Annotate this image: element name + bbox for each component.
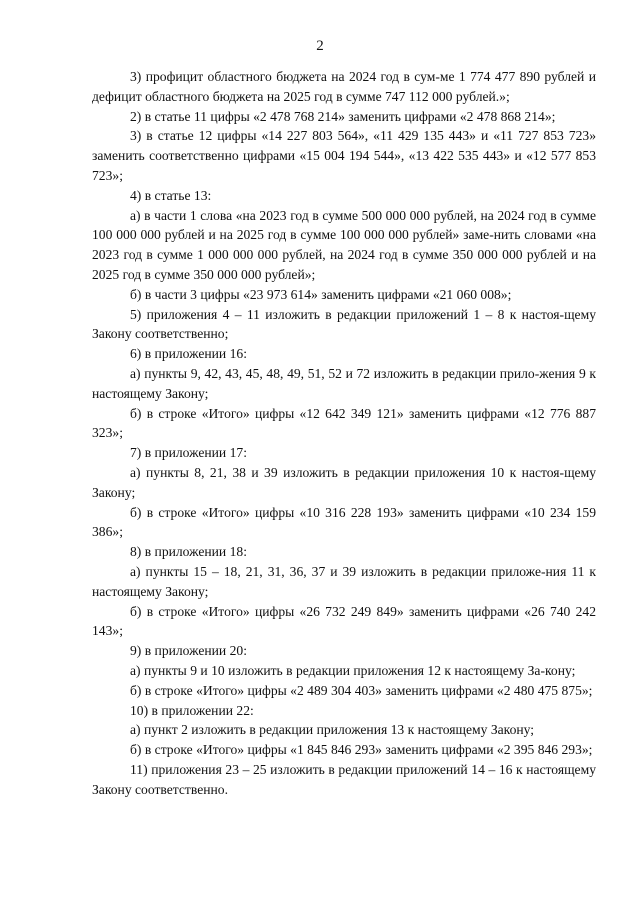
paragraph: 3) профицит областного бюджета на 2024 год в сум-ме 1 774 477 890 рублей и дефицит областного бюджета на 2025 год в сумме 747 112 000 рублей.»; — [92, 69, 596, 104]
paragraph: а) пункты 9, 42, 43, 45, 48, 49, 51, 52 и 72 изложить в редакции прило-жения 9 к настоящему Закону; — [92, 365, 596, 401]
paragraph: а) пункты 9 и 10 изложить в редакции приложения 12 к настоящему За-кону; — [130, 662, 576, 678]
paragraph: 2) в статье 11 цифры «2 478 768 214» заменить цифрами «2 478 868 214»; — [130, 108, 556, 124]
paragraph: а) пункт 2 изложить в редакции приложения 13 к настоящему Закону; — [130, 722, 535, 738]
paragraph: а) в части 1 слова «на 2023 год в сумме 500 000 000 рублей, на 2024 год в сумме 100 000 000 рублей и на 2025 год в сумме 100 000 000 рублей» заме-нить словами «на 2023 год в сумме 1 000 000 000 рублей, на 2024 год в сумме 350 000 000 рублей и на 2025 год в сумме 350 000 000 рублей»; — [92, 207, 596, 282]
paragraph: 7) в приложении 17: — [130, 445, 247, 461]
paragraph: 4) в статье 13: — [130, 187, 212, 203]
paragraph: б) в части 3 цифры «23 973 614» заменить цифрами «21 060 008»; — [130, 286, 512, 302]
paragraph: а) пункты 8, 21, 38 и 39 изложить в редакции приложения 10 к настоя-щему Закону; — [92, 464, 596, 500]
paragraph: б) в строке «Итого» цифры «1 845 846 293» заменить цифрами «2 395 846 293»; — [130, 742, 593, 758]
paragraph: 8) в приложении 18: — [130, 544, 247, 560]
paragraph: а) пункты 15 – 18, 21, 31, 36, 37 и 39 изложить в редакции приложе-ния 11 к настоящему Закону; — [92, 563, 596, 599]
paragraph: 5) приложения 4 – 11 изложить в редакции приложений 1 – 8 к настоя-щему Закону соответственно; — [92, 306, 596, 342]
paragraph: 9) в приложении 20: — [130, 643, 247, 659]
paragraph: б) в строке «Итого» цифры «2 489 304 403» заменить цифрами «2 480 475 875»; — [130, 682, 593, 698]
document-body — [92, 67, 596, 799]
paragraph: 11) приложения 23 – 25 изложить в редакции приложений 14 – 16 к настоящему Закону соответственно. — [92, 761, 596, 797]
paragraph: б) в строке «Итого» цифры «26 732 249 849» заменить цифрами «26 740 242 143»; — [92, 603, 596, 639]
paragraph: 3) в статье 12 цифры «14 227 803 564», «11 429 135 443» и «11 727 853 723» заменить соответственно цифрами «15 004 194 544», «13 422 535 443» и «12 577 853 723»; — [92, 128, 596, 183]
paragraph: 10) в приложении 22: — [130, 702, 254, 718]
paragraph: 6) в приложении 16: — [130, 346, 247, 362]
paragraph: б) в строке «Итого» цифры «12 642 349 121» заменить цифрами «12 776 887 323»; — [92, 405, 596, 441]
page-number: 2 — [316, 38, 324, 54]
paragraph: б) в строке «Итого» цифры «10 316 228 193» заменить цифрами «10 234 159 386»; — [92, 504, 596, 540]
